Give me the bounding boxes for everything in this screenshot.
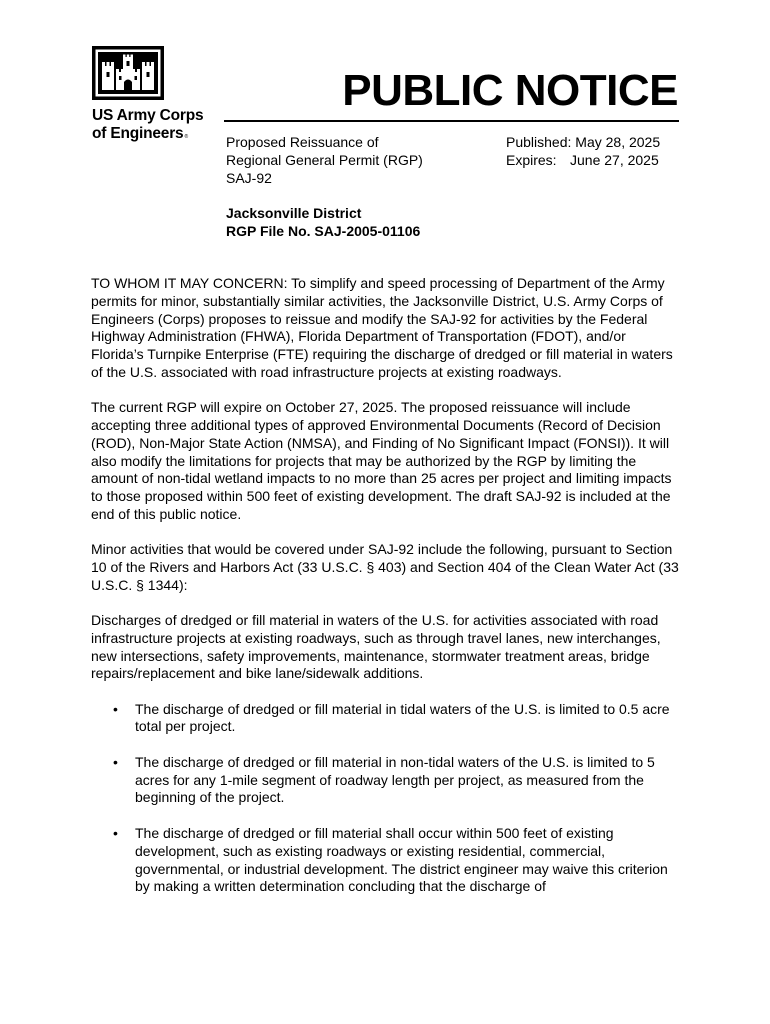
- body-paragraph: TO WHOM IT MAY CONCERN: To simplify and speed processing of Department of the Army permits for minor, substantially similar activities, the Jacksonville District, U.S. Army Corps of Engineers (Corps) proposes to reissue and modify the SAJ-92 for activities by the Federal Highway Administration (FHWA), Florida Department of Transportation (FDOT), and/or Florida’s Turnpike Enterprise (FTE) requiring the discharge of dredged or fill material in waters of the U.S. associated with road infrastructure projects at existing roadways.: [91, 275, 673, 380]
- list-item: [91, 754, 681, 807]
- agency-name: [92, 107, 203, 146]
- expires-row: [506, 151, 660, 169]
- district-info: [226, 204, 420, 240]
- agency-name-line1: US Army Corps: [92, 107, 204, 124]
- limitations-list: [91, 701, 681, 897]
- page-title: PUBLIC NOTICE: [342, 66, 678, 115]
- agency-name-line2: of Engineers: [92, 125, 184, 142]
- castle-icon: [92, 46, 164, 100]
- list-item: [91, 825, 681, 896]
- bullet-icon: •: [113, 700, 118, 717]
- published-row: [506, 133, 660, 151]
- bullet-icon: •: [113, 753, 118, 770]
- bullet-icon: •: [113, 825, 118, 842]
- notice-dates: [506, 133, 660, 169]
- list-item: [91, 701, 681, 737]
- list-item-text: The discharge of dredged or fill material shall occur within 500 feet of existing development, such as existing roadways or existing residential, commercial, governmental, or industrial development. The district engineer may waive this criterion by making a written determination concluding that the discharge of: [135, 825, 668, 895]
- expires-label: Expires:: [506, 152, 557, 168]
- notice-body: [91, 275, 681, 914]
- title-divider: [224, 120, 679, 122]
- registered-mark: ®: [184, 134, 188, 140]
- file-number: RGP File No. SAJ-2005-01106: [226, 223, 421, 239]
- published-label: Published:: [506, 134, 572, 150]
- list-item-text: The discharge of dredged or fill material in tidal waters of the U.S. is limited to 0.5 acre total per project.: [135, 700, 670, 735]
- subject-line: SAJ-92: [226, 170, 272, 186]
- district-name: Jacksonville District: [226, 205, 362, 221]
- body-paragraph: The current RGP will expire on October 27, 2025. The proposed reissuance will include accepting three additional types of approved Environmental Documents (Record of Decision (ROD), Non-Major State Action (NMSA), and Finding of No Significant Impact (FONSI)). It will also modify the limitations for projects that may be authorized by the RGP by limiting the amount of non-tidal wetland impacts to no more than 25 acres per project and limiting impacts to those proposed within 500 feet of existing development. The draft SAJ-92 is included at the end of this public notice.: [91, 399, 672, 522]
- published-date: May 28, 2025: [575, 134, 661, 150]
- subject-line: Proposed Reissuance of: [226, 134, 379, 150]
- list-item-text: The discharge of dredged or fill material in non-tidal waters of the U.S. is limited to 5 acres for any 1-mile segment of roadway length per project, as measured from the beginning of the project.: [135, 753, 655, 806]
- usace-castle-logo: [92, 46, 164, 100]
- notice-subject: [226, 133, 423, 187]
- body-paragraph: Discharges of dredged or fill material in waters of the U.S. for activities associated with road infrastructure projects at existing roadways, such as through travel lanes, new interchanges, new intersections, safety improvements, maintenance, stormwater treatment areas, bridge repairs/replacement and bike lane/sidewalk additions.: [91, 611, 661, 682]
- expires-date: June 27, 2025: [570, 152, 659, 168]
- body-paragraph: Minor activities that would be covered under SAJ-92 include the following, pursuant to Section 10 of the Rivers and Harbors Act (33 U.S.C. § 403) and Section 404 of the Clean Water Act (33 U.S.C. § 1344):: [91, 541, 679, 593]
- subject-line: Regional General Permit (RGP): [226, 152, 423, 168]
